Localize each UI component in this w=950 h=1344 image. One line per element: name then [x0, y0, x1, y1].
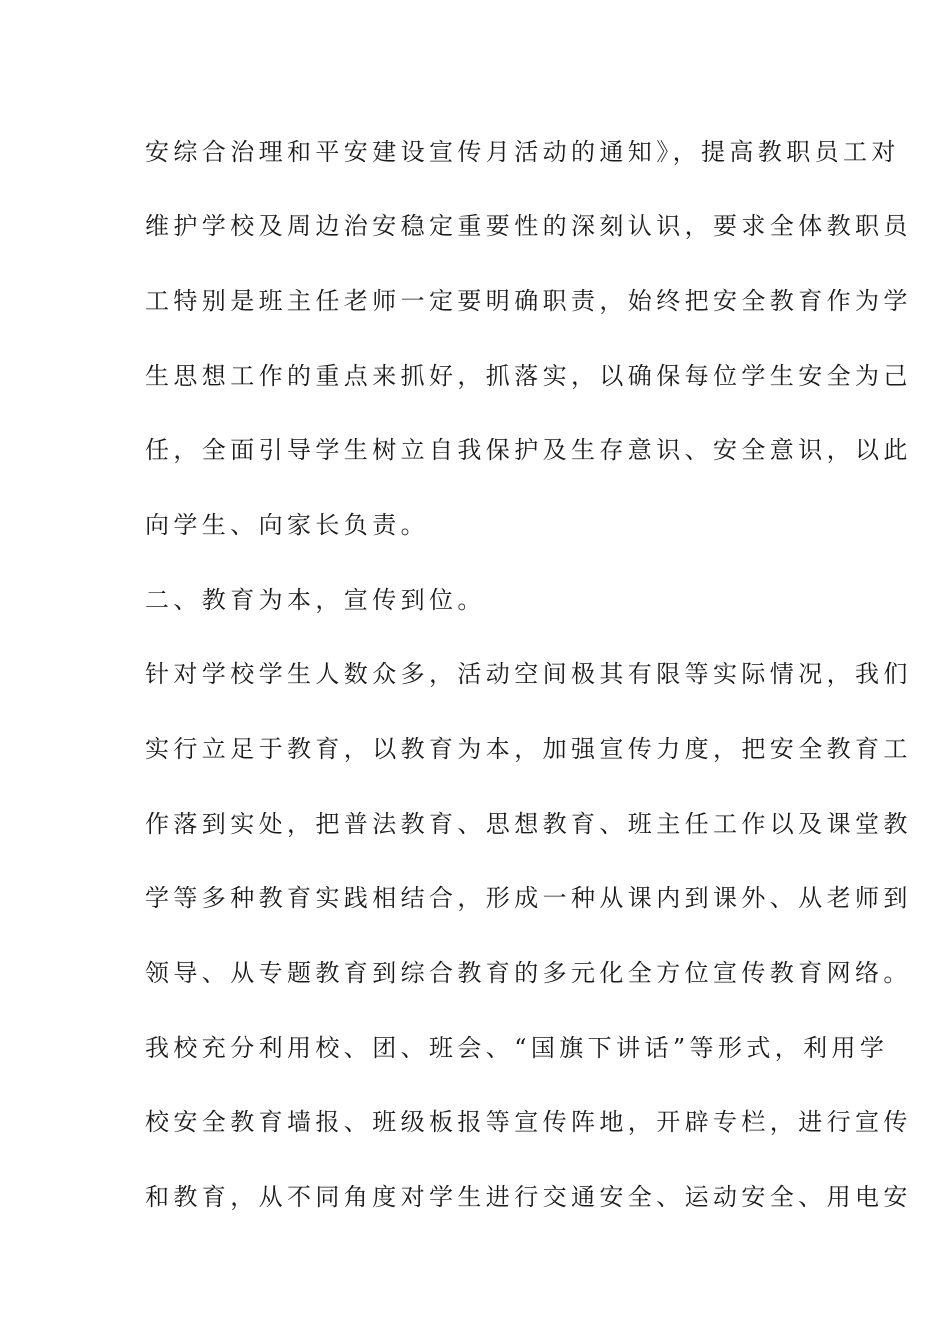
text-line: 和教育，从不同角度对学生进行交通安全、运动安全、用电安: [145, 1183, 912, 1211]
text-line: 领导、从专题教育到综合教育的多元化全方位宣传教育网络。: [145, 959, 912, 987]
text-line: 作落到实处，把普法教育、思想教育、班主任工作以及课堂教: [145, 810, 912, 838]
text-line: 实行立足于教育，以教育为本，加强宣传力度，把安全教育工: [145, 735, 912, 763]
text-line: 维护学校及周边治安稳定重要性的深刻认识，要求全体教职员: [145, 212, 912, 240]
text-line: 工特别是班主任老师一定要明确职责，始终把安全教育作为学: [145, 287, 912, 315]
text-line: 学等多种教育实践相结合，形成一种从课内到课外、从老师到: [145, 884, 912, 912]
text-line: 安综合治理和平安建设宣传月活动的通知》，提高教职员工对: [145, 138, 900, 166]
text-line: 任，全面引导学生树立自我保护及生存意识、安全意识，以此: [145, 436, 912, 464]
text-line: 向学生、向家长负责。: [145, 511, 429, 539]
section-heading: 二、教育为本，宣传到位。: [145, 586, 486, 614]
text-line: 校安全教育墙报、班级板报等宣传阵地，开辟专栏，进行宣传: [145, 1108, 912, 1136]
text-line: 生思想工作的重点来抓好，抓落实，以确保每位学生安全为己: [145, 362, 912, 390]
text-line: 针对学校学生人数众多，活动空间极其有限等实际情况，我们: [145, 660, 912, 688]
text-line: 我校充分利用校、团、班会、“国旗下讲话”等形式，利用学: [145, 1034, 889, 1062]
